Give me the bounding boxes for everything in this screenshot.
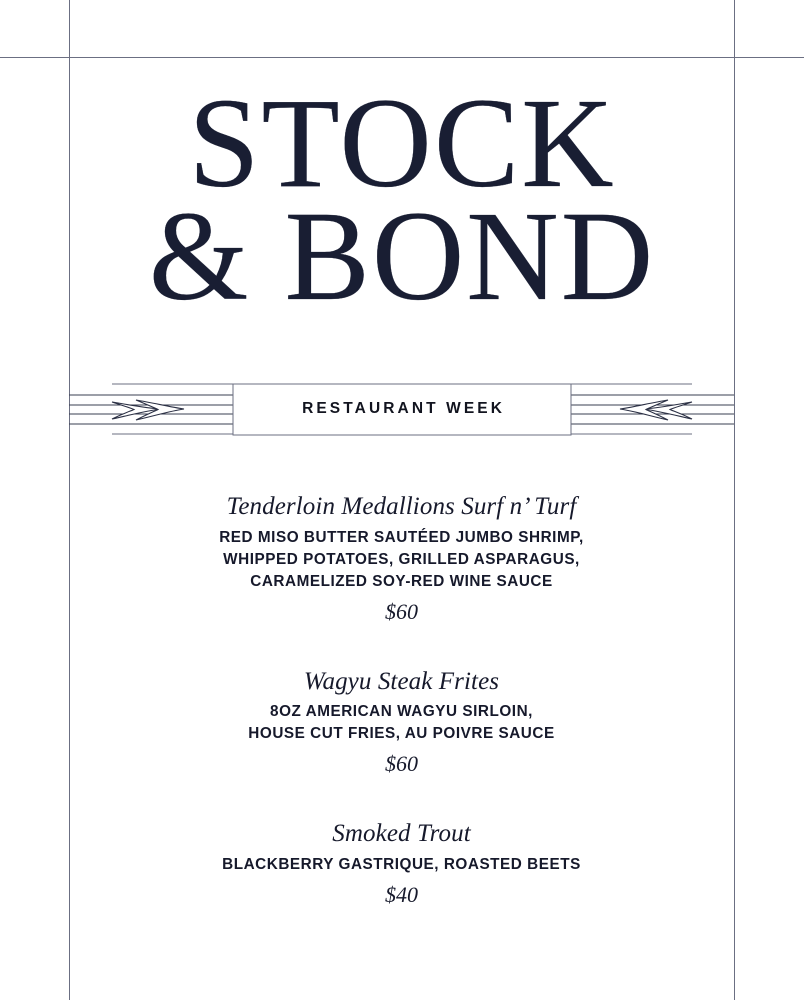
menu-item-price: $60 [385, 751, 418, 777]
menu-item-description [69, 527, 734, 594]
menu-item-description [69, 854, 734, 876]
logo-artwork [0, 86, 804, 321]
menu-item-description-line: CARAMELIZED SOY-RED WINE SAUCE [250, 572, 553, 590]
menu-item-name: Smoked Trout [332, 820, 471, 848]
banner-label-text: RESTAURANT WEEK [302, 400, 506, 417]
double-arrow-left-ornament [112, 400, 184, 420]
svg-text:STOCK: STOCK [188, 86, 616, 214]
menu-item-description-line: BLACKBERRY GASTRIQUE, ROASTED BEETS [222, 855, 581, 873]
menu-item-name: Tenderloin Medallions Surf n’ Turf [226, 493, 577, 520]
menu-item-description-line: RED MISO BUTTER SAUTÉED JUMBO SHRIMP, [219, 528, 584, 546]
menu-item-price: $40 [385, 881, 418, 907]
menu-item-description-line: HOUSE CUT FRIES, AU POIVRE SAUCE [248, 725, 555, 743]
double-arrow-right-ornament [620, 400, 692, 420]
banner-label-plate [233, 384, 571, 435]
menu-item [69, 492, 734, 627]
menu-item [69, 667, 734, 779]
menu-list [69, 492, 734, 909]
crop-guide-top [0, 57, 804, 58]
menu-item-name: Wagyu Steak Frites [303, 667, 500, 695]
menu-item-price: $60 [385, 599, 418, 625]
restaurant-logo [0, 86, 804, 321]
menu-item-description [69, 701, 734, 745]
banner-artwork [0, 378, 804, 440]
logo-svg [0, 86, 804, 316]
menu-item [69, 819, 734, 909]
menu-item-description-line: WHIPPED POTATOES, GRILLED ASPARAGUS, [223, 550, 580, 568]
svg-text:& BOND: & BOND [148, 185, 656, 316]
section-banner [0, 378, 804, 440]
menu-item-description-line: 8OZ AMERICAN WAGYU SIRLOIN, [270, 703, 533, 721]
